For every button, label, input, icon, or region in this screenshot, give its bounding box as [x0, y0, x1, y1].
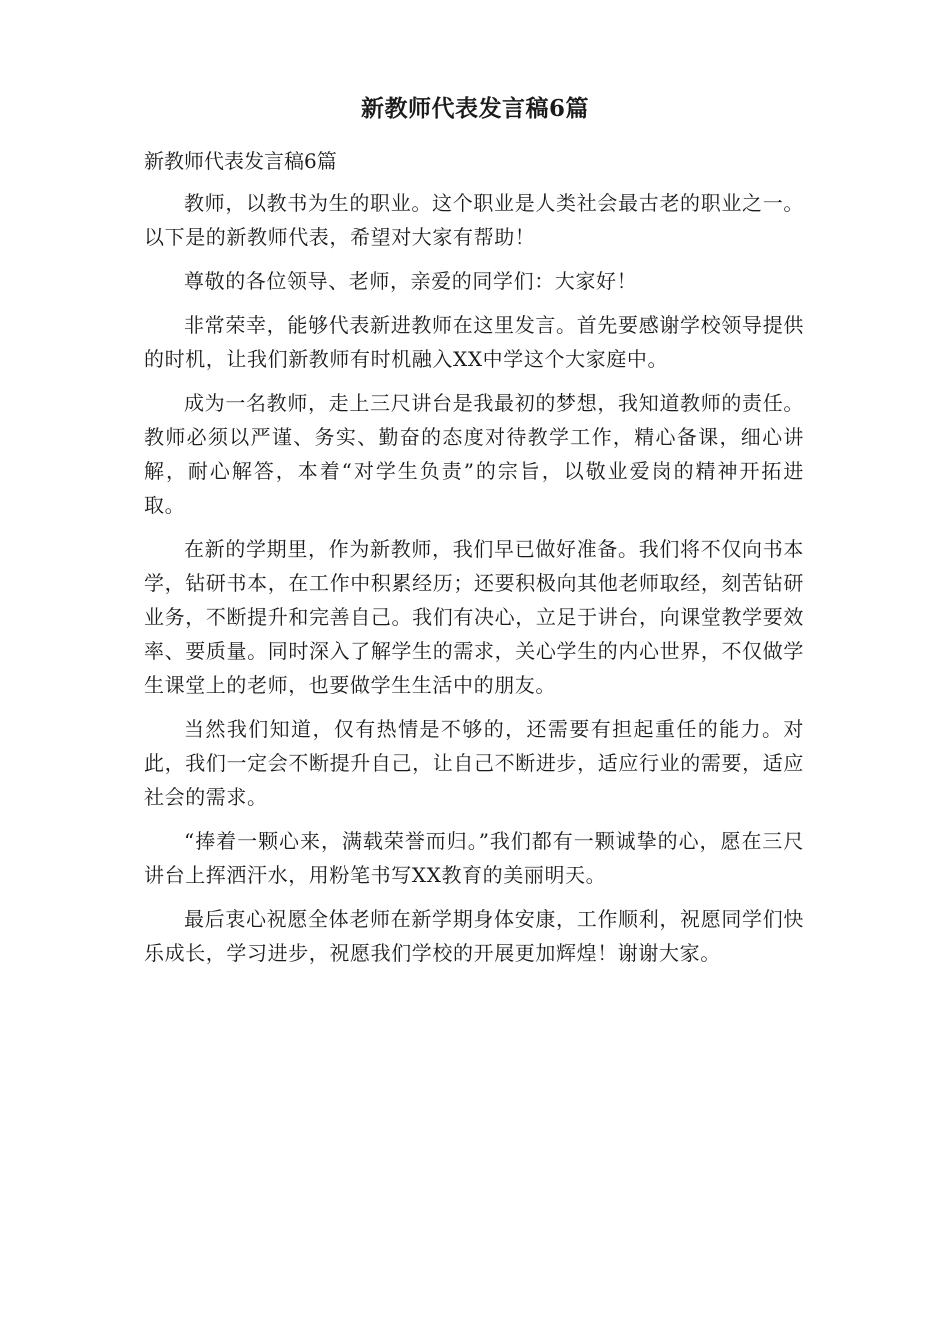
paragraph-thanks: 非常荣幸，能够代表新进教师在这里发言。首先要感谢学校领导提供的时机，让我们新教师有时机融入XX中学这个大家庭中。	[144, 313, 804, 371]
document-body	[144, 186, 804, 980]
paragraph-quote: “捧着一颗心来，满载荣誉而归。”我们都有一颗诚挚的心，愿在三尺讲台上挥洒汗水，用粉笔书写XX教育的美丽明天。	[144, 829, 804, 887]
document-subtitle: 新教师代表发言稿6篇	[144, 149, 337, 173]
paragraph-greeting: 尊敬的各位领导、老师，亲爱的同学们：大家好！	[184, 269, 638, 293]
paragraph-intro: 教师，以教书为生的职业。这个职业是人类社会最古老的职业之一。以下是的新教师代表，希望对大家有帮助！	[144, 191, 804, 249]
document-title: 新教师代表发言稿6篇	[360, 95, 589, 122]
paragraph-preparation: 在新的学期里，作为新教师，我们早已做好准备。我们将不仅向书本学，钻研书本，在工作中积累经历；还要积极向其他老师取经，刻苦钻研业务，不断提升和完善自己。我们有决心，立足于讲台，向课堂教学要效率、要质量。同时深入了解学生的需求，关心学生的内心世界，不仅做学生课堂上的老师，也要做学生生活中的朋友。	[144, 537, 804, 697]
paragraph-ability: 当然我们知道，仅有热情是不够的，还需要有担起重任的能力。对此，我们一定会不断提升自己，让自己不断进步，适应行业的需要，适应社会的需求。	[144, 717, 804, 809]
paragraph-closing: 最后衷心祝愿全体老师在新学期身体安康，工作顺利，祝愿同学们快乐成长，学习进步，祝愿我们学校的开展更加辉煌！谢谢大家。	[144, 907, 804, 965]
paragraph-dream: 成为一名教师，走上三尺讲台是我最初的梦想，我知道教师的责任。教师必须以严谨、务实、勤奋的态度对待教学工作，精心备课，细心讲解，耐心解答，本着“对学生负责”的宗旨，以敬业爱岗的精神开拓进取。	[144, 391, 804, 517]
